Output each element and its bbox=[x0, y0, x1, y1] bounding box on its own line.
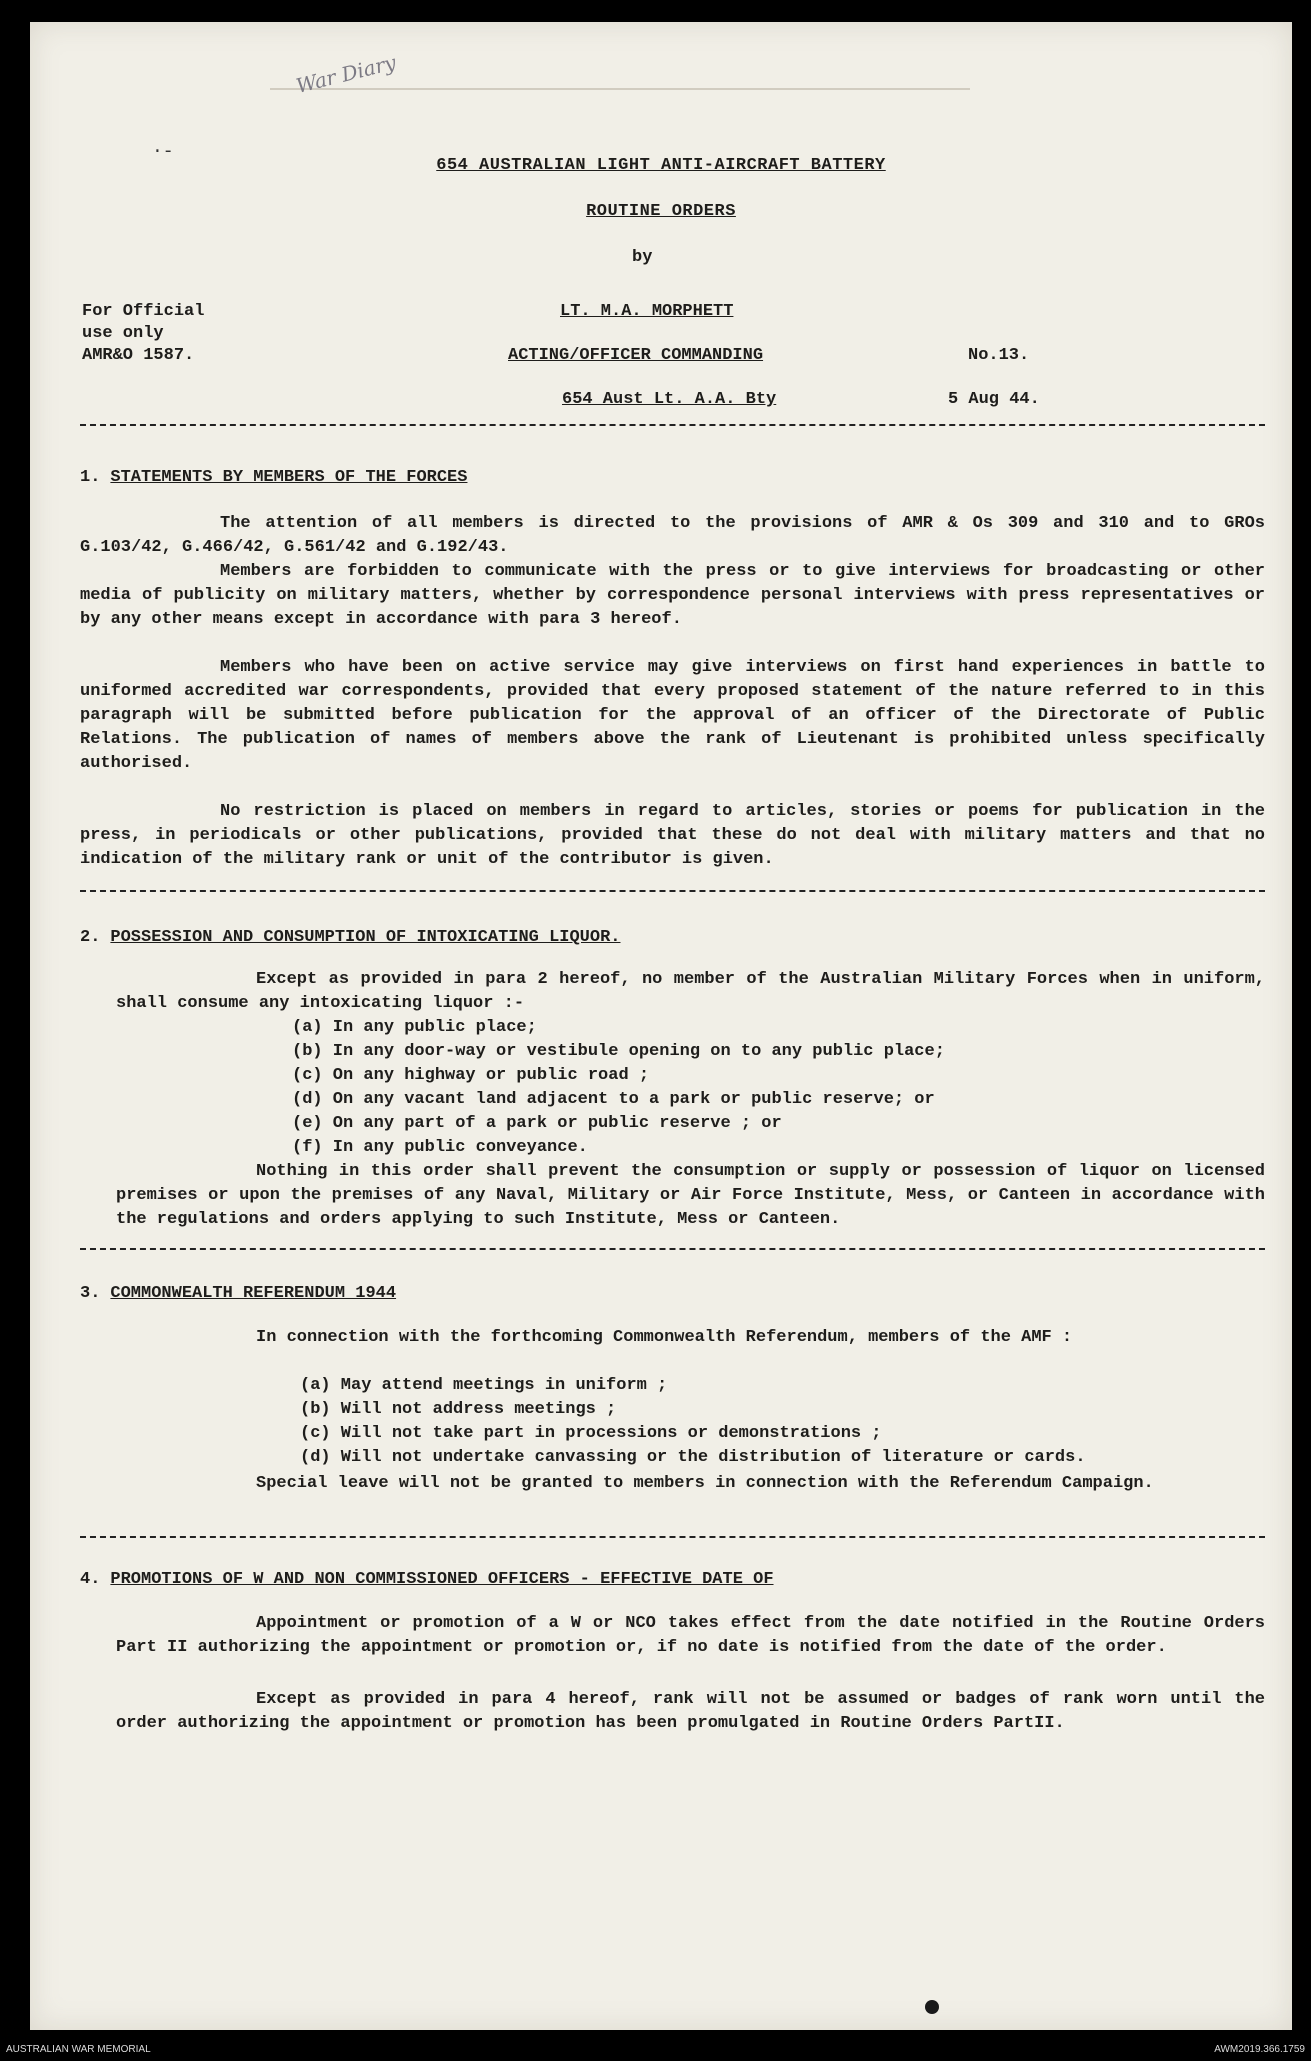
section-2-list bbox=[292, 1016, 945, 1160]
order-date: 5 Aug 44. bbox=[948, 390, 1040, 409]
punch-hole bbox=[925, 2000, 939, 2014]
divider bbox=[80, 1248, 1265, 1250]
fold-crease bbox=[270, 88, 970, 90]
ink-mark: ·- bbox=[152, 142, 174, 162]
list-item: (d) On any vacant land adjacent to a park or public reserve; or bbox=[292, 1090, 935, 1109]
divider bbox=[80, 424, 1265, 426]
section-title: STATEMENTS BY MEMBERS OF THE FORCES bbox=[110, 468, 468, 487]
section-1-paragraph-3: Members who have been on active service may give interviews on first hand experiences in battle to uniformed accredited war correspondents, provided that every proposed statement of the nature referred to in this paragraph will be submitted before publication for the approval of an officer of the Directorate of Public Relations. The publication of names of members above the rank of Lieutenant is prohibited unless specifically authorised. bbox=[80, 658, 1265, 773]
list-item: (f) In any public conveyance. bbox=[292, 1138, 588, 1157]
official-note-line-1: For Official bbox=[82, 302, 205, 321]
list-item: (c) Will not take part in processions or demonstrations ; bbox=[300, 1424, 882, 1443]
section-number: 3. bbox=[80, 1284, 101, 1303]
footer-credit: AUSTRALIAN WAR MEMORIAL bbox=[6, 2044, 151, 2055]
section-1-paragraph-4: No restriction is placed on members in regard to articles, stories or poems for publication in the press, in periodicals or other publications, provided that these do not deal with military matters and that no indication of the military rank or unit of the contributor is given. bbox=[80, 802, 1265, 869]
section-number: 2. bbox=[80, 928, 101, 947]
section-number: 1. bbox=[80, 468, 101, 487]
official-note-line-2: use only bbox=[82, 324, 164, 343]
section-3-heading bbox=[80, 1284, 396, 1303]
section-4-paragraph-1: Appointment or promotion of a W or NCO takes effect from the date notified in the Routine Orders Part II authorizing the appointment or promotion or, if no date is notified from the date of the order. bbox=[116, 1614, 1265, 1657]
section-1-heading bbox=[80, 468, 467, 487]
list-item: (a) In any public place; bbox=[292, 1018, 537, 1037]
handwritten-annotation: War Diary bbox=[293, 50, 399, 98]
order-number: No.13. bbox=[968, 346, 1030, 365]
by-label: by bbox=[632, 248, 653, 267]
document-title: ROUTINE ORDERS bbox=[586, 202, 736, 221]
section-3-intro: In connection with the forthcoming Commonwealth Referendum, members of the AMF : bbox=[256, 1328, 1073, 1347]
unit-short: 654 Aust Lt. A.A. Bty bbox=[562, 390, 777, 409]
section-4-paragraph-2: Except as provided in para 4 hereof, rank will not be assumed or badges of rank worn until the order authorizing the appointment or promotion has been promulgated in Routine Orders PartII. bbox=[116, 1690, 1265, 1733]
section-title: POSSESSION AND CONSUMPTION OF INTOXICATING LIQUOR. bbox=[110, 928, 621, 947]
section-3-closing: Special leave will not be granted to members in connection with the Referendum Campaign. bbox=[256, 1474, 1154, 1493]
section-1-paragraph-2: Members are forbidden to communicate with the press or to give interviews for broadcasting or other media of publicity on military matters, whether by correspondence personal interviews with press representatives or by any other means except in accordance with para 3 hereof. bbox=[80, 562, 1265, 629]
section-2-heading bbox=[80, 928, 621, 947]
list-item: (e) On any part of a park or public reserve ; or bbox=[292, 1114, 782, 1133]
section-3-list bbox=[300, 1374, 1086, 1470]
officer-name: LT. M.A. MORPHETT bbox=[560, 302, 734, 321]
list-item: (a) May attend meetings in uniform ; bbox=[300, 1376, 668, 1395]
officer-role: ACTING/OFFICER COMMANDING bbox=[508, 346, 764, 365]
section-4-heading bbox=[80, 1570, 774, 1589]
section-2-closing: Nothing in this order shall prevent the consumption or supply or possession of liquor on licensed premises or upon the premises of any Naval, Military or Air Force Institute, Mess, or Canteen in accordance with the regulations and orders applying to such Institute, Mess or Canteen. bbox=[116, 1162, 1265, 1229]
section-title: PROMOTIONS OF W AND NON COMMISSIONED OFFICERS - EFFECTIVE DATE OF bbox=[110, 1570, 774, 1589]
section-number: 4. bbox=[80, 1570, 101, 1589]
divider bbox=[80, 1536, 1265, 1538]
unit-title: 654 AUSTRALIAN LIGHT ANTI-AIRCRAFT BATTERY bbox=[436, 156, 886, 175]
official-note-line-3: AMR&O 1587. bbox=[82, 346, 195, 365]
section-title: COMMONWEALTH REFERENDUM 1944 bbox=[110, 1284, 397, 1303]
divider bbox=[80, 890, 1265, 892]
list-item: (d) Will not undertake canvassing or the distribution of literature or cards. bbox=[300, 1448, 1086, 1467]
section-2-intro: Except as provided in para 2 hereof, no member of the Australian Military Forces when in uniform, shall consume any intoxicating liquor :- bbox=[116, 970, 1265, 1013]
footer-accession-number: AWM2019.366.1759 bbox=[1214, 2044, 1305, 2055]
list-item: (b) In any door-way or vestibule opening on to any public place; bbox=[292, 1042, 945, 1061]
section-1-paragraph-1: The attention of all members is directed to the provisions of AMR & Os 309 and 310 and to GROs G.103/42, G.466/42, G.561/42 and G.192/43. bbox=[80, 514, 1265, 557]
list-item: (c) On any highway or public road ; bbox=[292, 1066, 650, 1085]
list-item: (b) Will not address meetings ; bbox=[300, 1400, 617, 1419]
document-page bbox=[30, 22, 1292, 2030]
